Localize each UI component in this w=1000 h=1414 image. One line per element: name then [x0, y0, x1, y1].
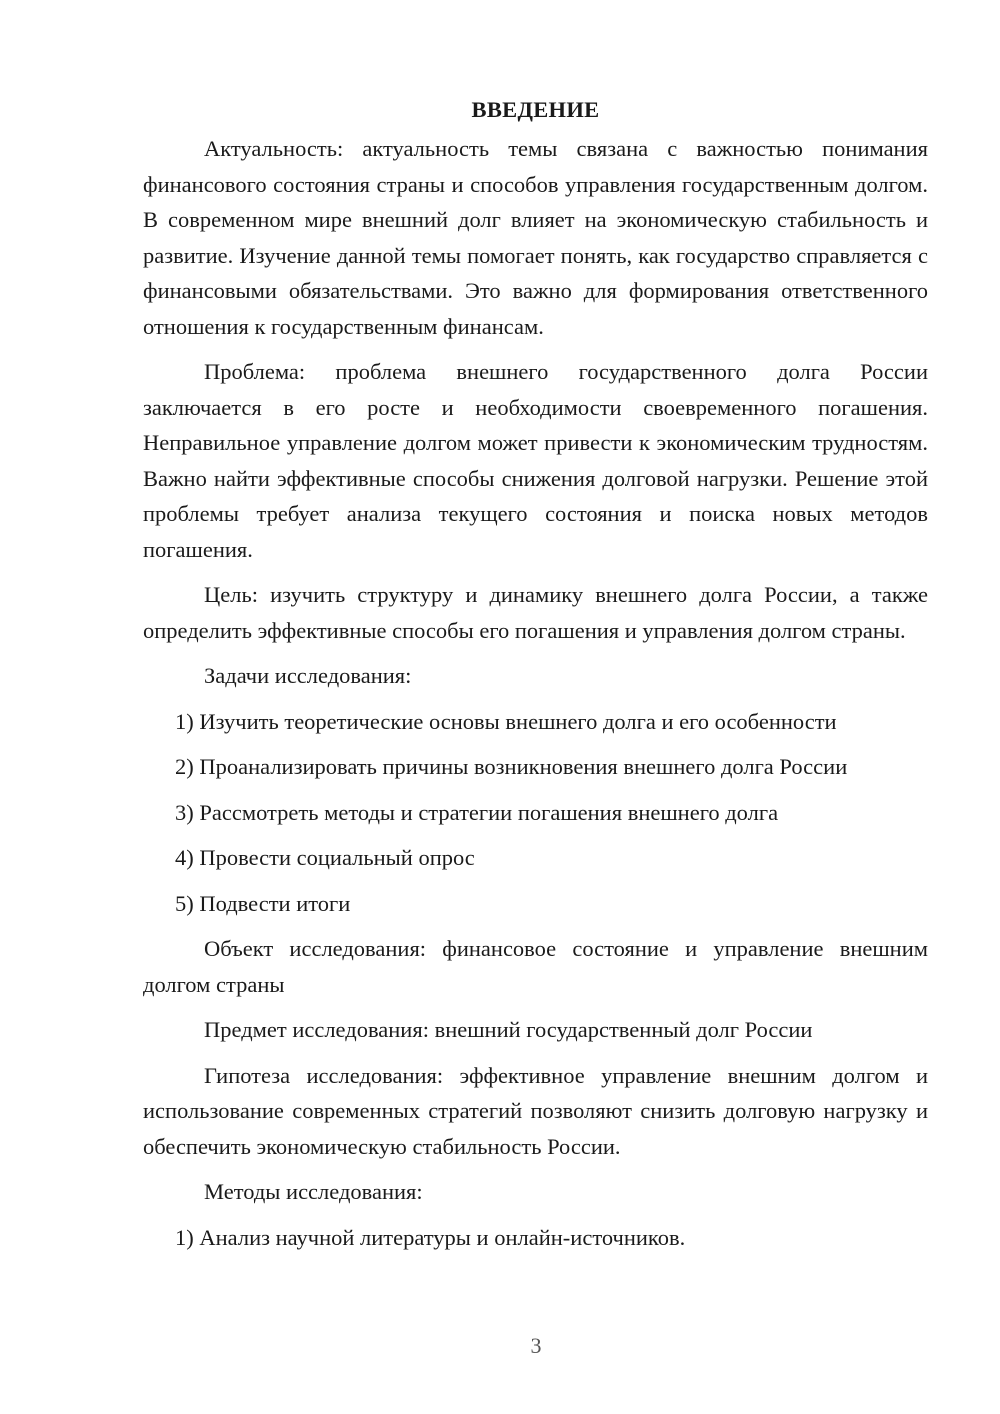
section-title: ВВЕДЕНИЕ	[471, 97, 600, 122]
task-item: 2) Проанализировать причины возникновения внешнего долга России	[175, 754, 848, 779]
problem-paragraph: Проблема: проблема внешнего государственного долга России заключается в его росте и необходимости своевременного погашения. Неправильное управление долгом может привести к экономическим трудностям. Важно найти эффективные способы снижения долговой нагрузки. Решение этой проблемы требует анализа текущего состояния и поиска новых методов погашения.	[143, 359, 928, 562]
task-item: 3) Рассмотреть методы и стратегии погашения внешнего долга	[175, 799, 779, 825]
tasks-heading: Задачи исследования:	[204, 663, 412, 688]
page-number: 3	[530, 1333, 542, 1358]
relevance-paragraph: Актуальность: актуальность темы связана с важностью понимания финансового состояния страны и способов управления государственным долгом. В современном мире внешний долг влияет на экономическую стабильность и развитие. Изучение данной темы помогает понять, как государство справляется с финансовыми обязательствами. Это важно для формирования ответственного отношения к государственным финансам.	[143, 136, 928, 339]
object-paragraph: Объект исследования: финансовое состояние и управление внешним долгом страны	[143, 936, 928, 997]
task-item: 4) Провести социальный опрос	[175, 845, 475, 870]
method-item: 1) Анализ научной литературы и онлайн-источников.	[175, 1224, 686, 1250]
task-item: 5) Подвести итоги	[175, 890, 351, 916]
task-item: 1) Изучить теоретические основы внешнего долга и его особенности	[175, 708, 837, 734]
document-page	[143, 92, 928, 1265]
hypothesis-paragraph: Гипотеза исследования: эффективное управление внешним долгом и использование современных стратегий позволяют снизить долговую нагрузку и обеспечить экономическую стабильность России.	[143, 1062, 928, 1159]
methods-heading: Методы исследования:	[204, 1179, 423, 1204]
subject-paragraph: Предмет исследования: внешний государственный долг России	[204, 1017, 813, 1042]
goal-paragraph: Цель: изучить структуру и динамику внешнего долга России, а также определить эффективные способы его погашения и управления долгом страны.	[143, 582, 928, 643]
